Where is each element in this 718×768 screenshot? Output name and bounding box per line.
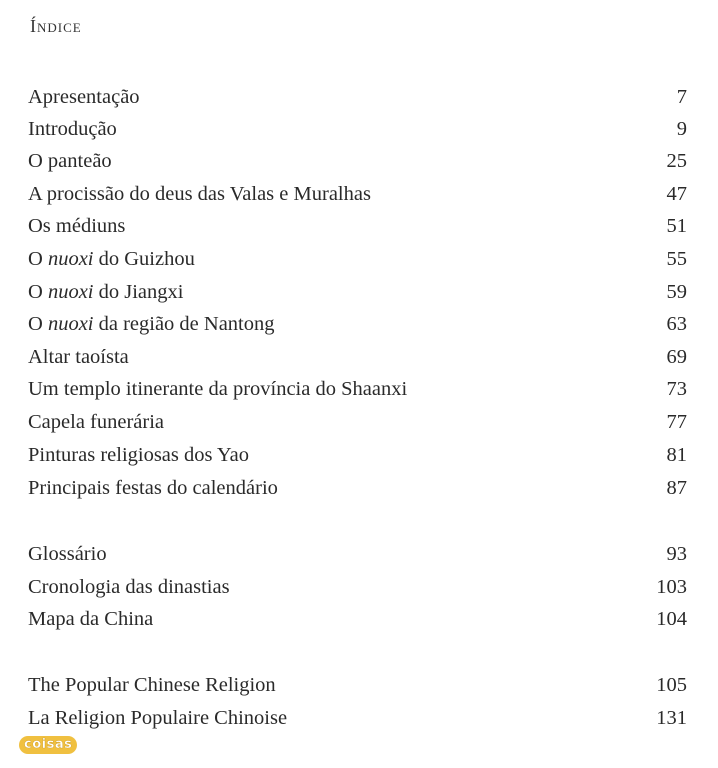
toc-entry-page: 55: [666, 248, 687, 270]
toc-entry-title-post: da região de Nantong: [93, 313, 275, 335]
toc-entry[interactable]: [0, 574, 718, 606]
toc-heading: Índice: [30, 16, 82, 36]
toc-entry-title: A procissão do deus das Valas e Muralhas: [28, 183, 371, 205]
toc-entry[interactable]: [0, 279, 718, 311]
toc-entry-page: 105: [656, 674, 687, 696]
toc-entry-page: 103: [656, 576, 687, 598]
toc-entry-page: 81: [666, 444, 687, 466]
toc-entry-title: [28, 246, 195, 272]
toc-entry-title-pre: O: [28, 248, 48, 270]
toc-entry-title: Apresentação: [28, 86, 140, 108]
toc-entry-title: Os médiuns: [28, 215, 126, 237]
toc-entry[interactable]: [0, 705, 718, 737]
toc-entry-title-italic: nuoxi: [47, 248, 94, 270]
toc-entry[interactable]: [0, 541, 718, 573]
toc-entry[interactable]: [0, 148, 718, 180]
toc-entry-page: 59: [666, 281, 687, 303]
toc-entry-page: 63: [666, 313, 687, 335]
toc-entry-title: The Popular Chinese Religion: [28, 674, 276, 696]
toc-entry-page: 25: [666, 150, 687, 172]
watermark-logo: coisas: [19, 736, 77, 754]
toc-entry-page: 47: [666, 183, 687, 205]
toc-entry-title: Introdução: [28, 118, 117, 140]
toc-entry-title: Altar taoísta: [28, 346, 129, 368]
toc-entry-page: 87: [666, 477, 687, 499]
toc-entry-title-pre: O: [28, 313, 48, 335]
toc-entry[interactable]: [0, 311, 718, 343]
toc-entry-page: 51: [666, 215, 687, 237]
toc-entry-title-post: do Jiangxi: [93, 281, 184, 303]
toc-entry[interactable]: [0, 409, 718, 441]
toc-entry[interactable]: [0, 672, 718, 704]
toc-entry[interactable]: [0, 246, 718, 278]
toc-entry[interactable]: [0, 606, 718, 638]
toc-entry[interactable]: [0, 213, 718, 245]
toc-entry-title: [28, 311, 275, 337]
toc-entry[interactable]: [0, 376, 718, 408]
toc-entry-title: Capela funerária: [28, 411, 165, 433]
toc-entry-page: 77: [666, 411, 687, 433]
toc-entry-title: Cronologia das dinastias: [28, 576, 230, 598]
toc-entry-page: 7: [676, 86, 687, 108]
toc-entry[interactable]: [0, 475, 718, 507]
toc-entry-title-post: do Guizhou: [93, 248, 195, 270]
toc-entry-title-pre: O: [28, 281, 48, 303]
toc-entry-title-italic: nuoxi: [47, 313, 94, 335]
toc-entry[interactable]: [0, 181, 718, 213]
toc-entry-title: Mapa da China: [28, 608, 154, 630]
toc-entry[interactable]: [0, 84, 718, 116]
toc-entry-title: Glossário: [28, 543, 107, 565]
toc-entry-title: Pinturas religiosas dos Yao: [28, 444, 249, 466]
toc-entry-page: 69: [666, 346, 687, 368]
toc-entry-title: O panteão: [28, 150, 112, 172]
toc-entry[interactable]: [0, 442, 718, 474]
toc-entry-page: 93: [666, 543, 687, 565]
toc-entry-page: 104: [656, 608, 687, 630]
toc-entry-page: 131: [656, 707, 687, 729]
toc-entry[interactable]: [0, 116, 718, 148]
toc-entry-title-italic: nuoxi: [47, 281, 94, 303]
toc-entry-title: Principais festas do calendário: [28, 477, 278, 499]
toc-entry-title: [28, 279, 183, 305]
toc-entry[interactable]: [0, 344, 718, 376]
toc-entry-title: Um templo itinerante da província do Shaanxi: [28, 378, 408, 400]
toc-entry-page: 73: [666, 378, 687, 400]
toc-entry-page: 9: [676, 118, 687, 140]
toc-entry-title: La Religion Populaire Chinoise: [28, 707, 288, 729]
